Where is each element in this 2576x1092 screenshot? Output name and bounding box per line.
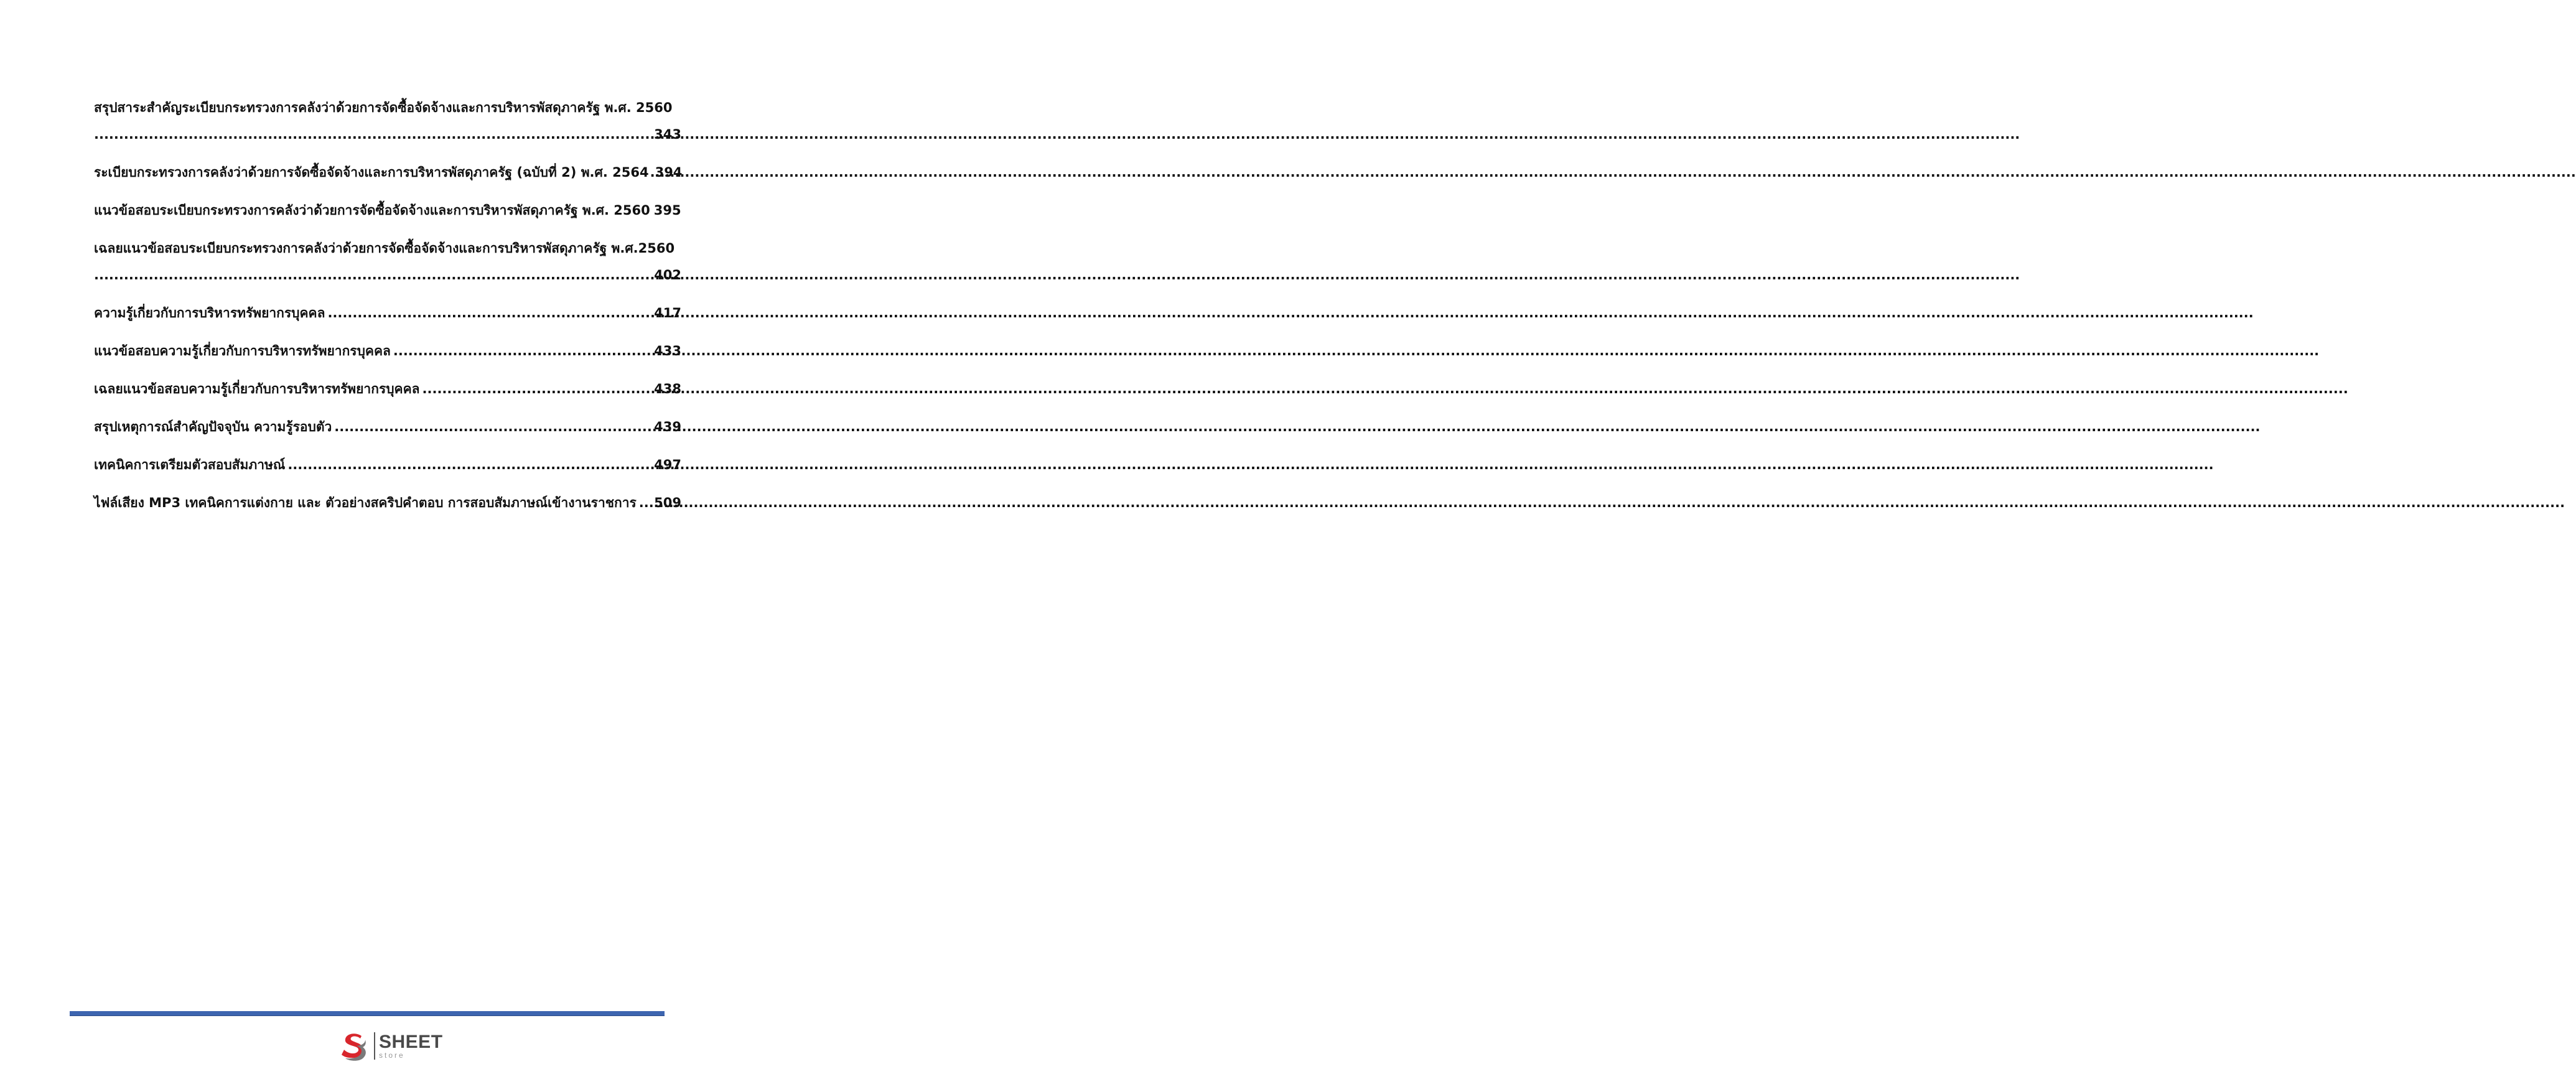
toc-leader-dots <box>650 159 654 186</box>
toc-entry-title: แนวข้อสอบระเบียบกระทรวงการคลังว่าด้วยการจัดซื้อจัดจ้างและการบริหารพัสดุภาครัฐ พ.ศ. 2560 <box>94 203 650 218</box>
toc-leader-dots <box>393 338 651 365</box>
toc-entry[interactable] <box>94 338 681 365</box>
toc-entry[interactable] <box>94 452 681 478</box>
toc-entry-title: แนวข้อสอบความรู้เกี่ยวกับการบริหารทรัพยากรบุคคล <box>94 343 391 358</box>
toc-leader-dots <box>334 414 651 441</box>
logo-wordmark <box>379 1033 443 1059</box>
toc-leader-dots <box>287 452 651 478</box>
toc-entry-title: สรุปเหตุการณ์สำคัญปัจจุบัน ความรู้รอบตัว <box>94 419 332 434</box>
toc-entry-title: เทคนิคการเตรียมตัวสอบสัมภาษณ์ <box>94 457 286 472</box>
toc-leader-dots <box>94 121 651 148</box>
toc-entry-page: 439 <box>654 419 681 434</box>
table-of-contents <box>94 95 681 528</box>
toc-entry-page: 402 <box>654 268 681 282</box>
toc-entry-page: 343 <box>654 127 681 142</box>
toc-entry[interactable] <box>94 235 681 289</box>
logo-divider <box>374 1032 375 1060</box>
toc-entry-page: 433 <box>654 343 681 358</box>
toc-entry-title: สรุปสาระสำคัญระเบียบกระทรวงการคลังว่าด้วยการจัดซื้อจัดจ้างและการบริหารพัสดุภาครัฐ พ.ศ. 2560 <box>94 100 673 115</box>
toc-entry-title: เฉลยแนวข้อสอบความรู้เกี่ยวกับการบริหารทรัพยากรบุคคล <box>94 381 420 396</box>
toc-entry-page: 417 <box>654 306 681 320</box>
toc-entry-page: 395 <box>653 203 681 218</box>
toc-entry-page: 509 <box>654 495 681 510</box>
toc-entry-page: 438 <box>654 381 681 396</box>
logo-word: SHEET <box>379 1032 443 1052</box>
toc-entry-page: 394 <box>655 165 683 180</box>
sheet-store-s-icon <box>338 1030 370 1062</box>
toc-entry[interactable] <box>94 159 681 186</box>
sheet-store-logo <box>338 1030 443 1062</box>
toc-entry[interactable] <box>94 95 681 148</box>
toc-entry[interactable] <box>94 490 681 516</box>
toc-entry-title: เฉลยแนวข้อสอบระเบียบกระทรวงการคลังว่าด้วยการจัดซื้อจัดจ้างและการบริหารพัสดุภาครัฐ พ.ศ.2560 <box>94 241 675 256</box>
toc-entry[interactable] <box>94 197 681 224</box>
toc-entry-page: 497 <box>654 457 681 472</box>
toc-entry[interactable] <box>94 300 681 327</box>
toc-entry[interactable] <box>94 414 681 441</box>
logo-subword: store <box>379 1051 405 1060</box>
toc-leader-dots <box>422 376 652 403</box>
toc-leader-dots <box>94 262 651 289</box>
toc-leader-dots <box>639 490 651 516</box>
toc-entry-title: ระเบียบกระทรวงการคลังว่าด้วยการจัดซื้อจัดจ้างและการบริหารพัสดุภาครัฐ (ฉบับที่ 2) พ.ศ. 2564 <box>94 165 649 180</box>
toc-entry-title: ความรู้เกี่ยวกับการบริหารทรัพยากรบุคคล <box>94 306 325 320</box>
toc-entry[interactable] <box>94 376 681 403</box>
footer-divider <box>70 1011 665 1016</box>
toc-leader-dots <box>327 300 651 327</box>
toc-entry-title: ไฟล์เสียง MP3 เทคนิคการแต่งกาย และ ตัวอย่างสคริปคำตอบ การสอบสัมภาษณ์เข้างานราชการ <box>94 495 637 510</box>
